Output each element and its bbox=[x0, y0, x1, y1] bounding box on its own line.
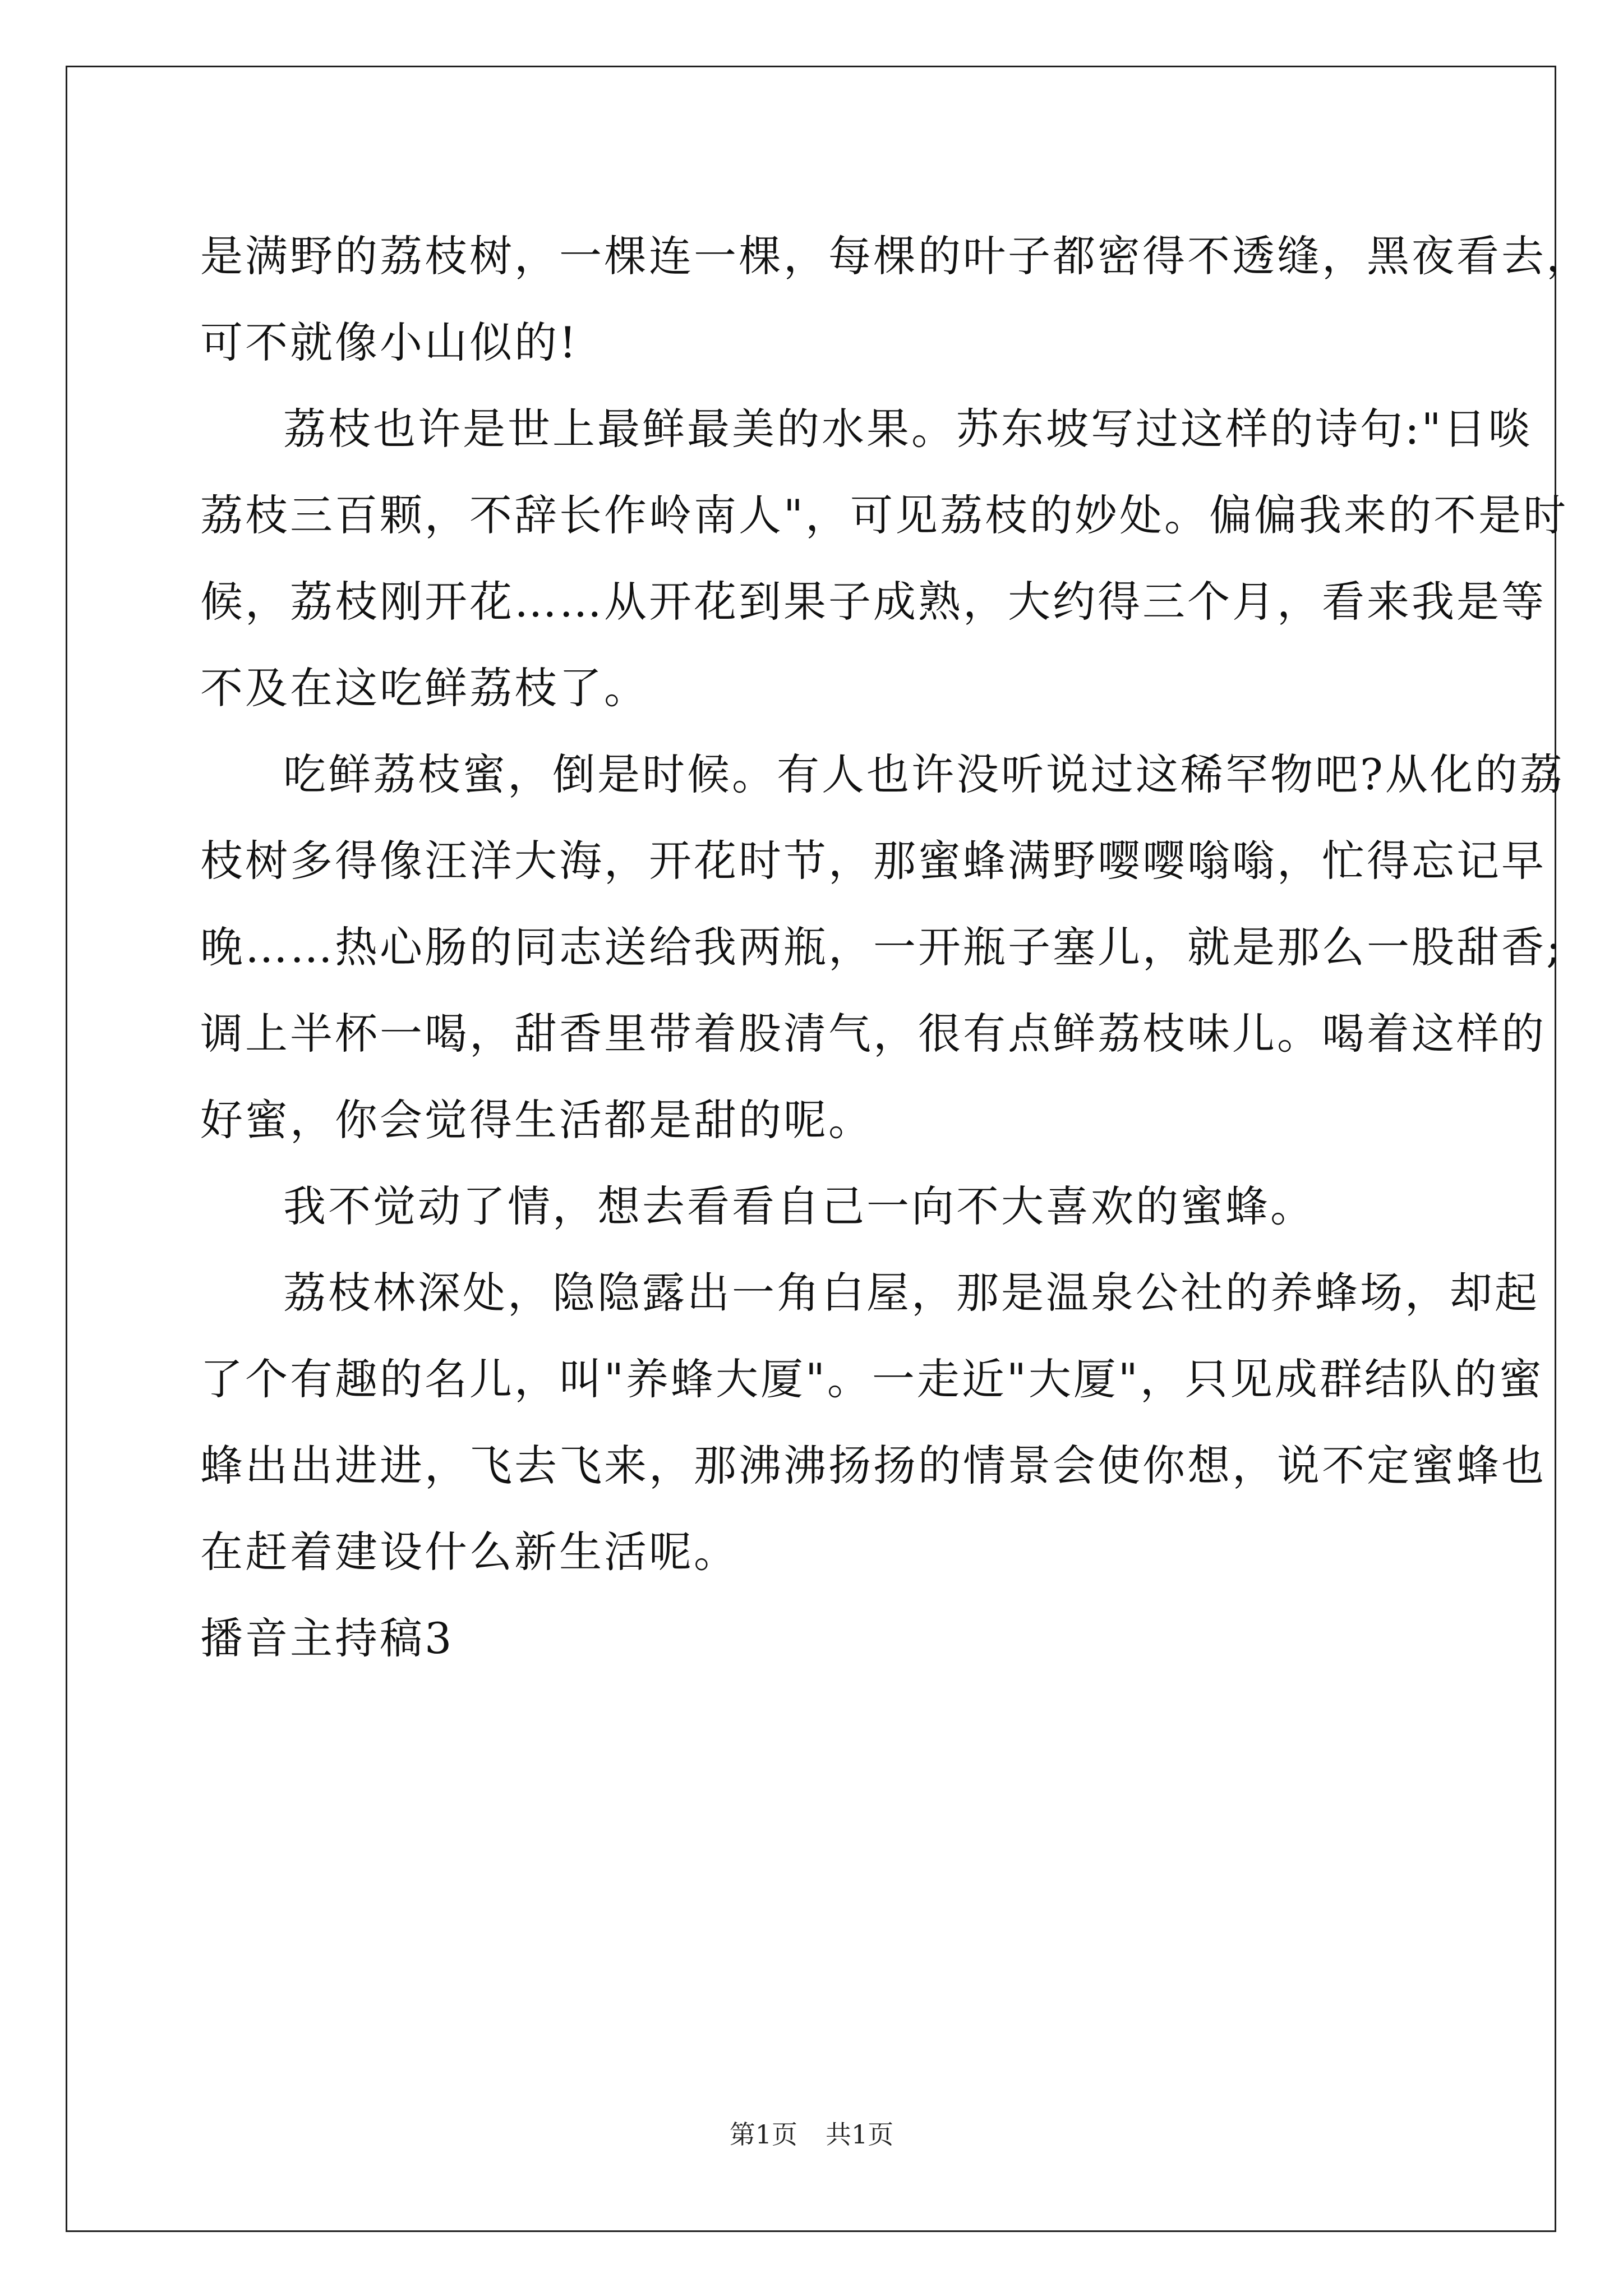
paragraph-start-line: 我不觉动了情，想去看看自己一向不大喜欢的蜜蜂。 bbox=[283, 1181, 1315, 1231]
text-line: 荔枝三百颗，不辞长作岭南人"，可见荔枝的妙处。偏偏我来的不是时 bbox=[200, 490, 1568, 540]
text-line: 了个有趣的名儿，叫"养蜂大厦"。一走近"大厦"，只见成群结队的蜜 bbox=[200, 1354, 1544, 1404]
text-line: 候，荔枝刚开花……从开花到果子成熟，大约得三个月，看来我是等 bbox=[200, 577, 1546, 627]
text-line: 枝树多得像汪洋大海，开花时节，那蜜蜂满野嘤嘤嗡嗡，忙得忘记早 bbox=[200, 836, 1546, 886]
total-pages: 共1页 bbox=[826, 2119, 894, 2150]
text-line: 不及在这吃鲜荔枝了。 bbox=[200, 663, 649, 713]
text-line: 蜂出出进进，飞去飞来，那沸沸扬扬的情景会使你想，说不定蜜蜂也 bbox=[200, 1441, 1546, 1490]
page-number: 第1页 bbox=[729, 2119, 797, 2150]
paragraph-start-line: 吃鲜荔枝蜜，倒是时候。有人也许没听说过这稀罕物吧?从化的荔 bbox=[283, 749, 1565, 799]
paragraph-start-line: 荔枝林深处，隐隐露出一角白屋，那是温泉公社的养蜂场，却起 bbox=[283, 1268, 1539, 1318]
text-line: 晚……热心肠的同志送给我两瓶，一开瓶子塞儿，就是那么一股甜香; bbox=[200, 922, 1563, 972]
page-footer bbox=[0, 2118, 1623, 2151]
text-line: 可不就像小山似的! bbox=[200, 318, 579, 367]
text-line: 在赶着建设什么新生活呢。 bbox=[200, 1527, 739, 1577]
text-line: 调上半杯一喝，甜香里带着股清气，很有点鲜荔枝味儿。喝着这样的 bbox=[200, 1009, 1546, 1059]
document-body bbox=[200, 213, 1591, 1682]
text-line: 是满野的荔枝树，一棵连一棵，每棵的叶子都密得不透缝，黑夜看去， bbox=[200, 231, 1591, 281]
paragraph-start-line: 荔枝也许是世上最鲜最美的水果。苏东坡写过这样的诗句:"日啖 bbox=[283, 404, 1533, 454]
text-line: 好蜜，你会觉得生活都是甜的呢。 bbox=[200, 1095, 873, 1145]
section-heading: 播音主持稿3 bbox=[200, 1613, 454, 1663]
